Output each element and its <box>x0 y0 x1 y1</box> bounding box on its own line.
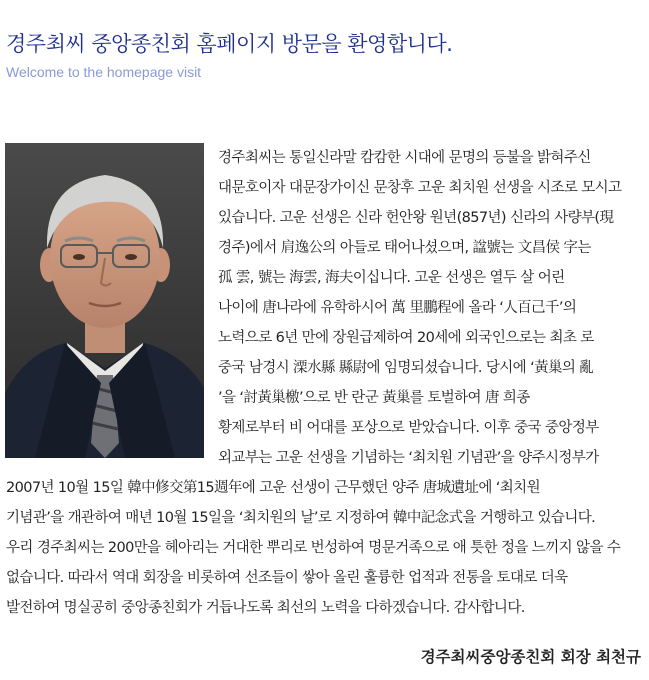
greeting-line: 경주최씨는 통일신라말 캄캄한 시대에 문명의 등불을 밝혀주신 <box>218 150 591 166</box>
greeting-line: 있습니다. 고운 선생은 신라 헌안왕 원년(857년) 신라의 사량부(現 <box>218 210 614 226</box>
greeting-line: 2007년 10월 15일 韓中修交第15週年에 고운 선생이 근무했던 양주 唐城遺址에 ‘최치원 <box>6 480 540 496</box>
greeting-line: 황제로부터 비 어대를 포상으로 받았습니다. 이후 중국 중앙정부 <box>218 420 599 436</box>
greeting-text-column <box>218 143 644 473</box>
greeting-line: 노력으로 6년 만에 장원급제하여 20세에 외국인으로는 최초 로 <box>218 330 594 346</box>
greeting-line: 孤 雲, 號는 海雲, 海夫이십니다. 고운 선생은 열두 살 어린 <box>218 270 565 286</box>
greeting-line: 발전하여 명실공히 중앙종친회가 거듭나도록 최선의 노력을 다하겠습니다. 감사합니다. <box>6 600 525 616</box>
greeting-line: 외교부는 고운 선생을 기념하는 ‘최치원 기념관’을 양주시정부가 <box>218 450 599 466</box>
greeting-text-full-width <box>6 473 646 623</box>
greeting-line: 우리 경주최씨는 200만을 헤아리는 거대한 뿌리로 번성하여 명문거족으로 애 틋한 정을 느끼지 않을 수 <box>6 540 621 556</box>
greeting-line: 경주)에서 肩逸公의 아들로 태어나셨으며, 諡號는 文昌侯 字는 <box>218 240 591 256</box>
chairman-signature: 경주최씨중앙종친회 회장 최천규 <box>420 648 641 666</box>
greeting-line: 중국 남경시 溧水縣 縣尉에 임명되셨습니다. 당시에 ‘黃巢의 亂 <box>218 360 594 376</box>
greeting-line: ’을 ‘討黃巢檄’으로 반 란군 黃巢를 토벌하여 唐 희종 <box>218 390 530 406</box>
greeting-line: 기념관’을 개관하여 매년 10월 15일을 ‘최치원의 날’로 지정하여 韓中記念式을 거행하고 있습니다. <box>6 510 596 526</box>
greeting-line: 없습니다. 따라서 역대 회장을 비롯하여 선조들이 쌓아 올린 훌륭한 업적과 전통을 토대로 더욱 <box>6 570 568 586</box>
greeting-line: 대문호이자 대문장가이신 문창후 고운 최치원 선생을 시조로 모시고 <box>218 180 622 196</box>
greeting-line: 나이에 唐나라에 유학하시어 萬 里鵬程에 올라 ‘人百己千’의 <box>218 300 577 316</box>
page-subtitle: Welcome to the homepage visit <box>6 64 202 80</box>
chairman-portrait <box>5 143 204 458</box>
page-title: 경주최씨 중앙종친회 홈페이지 방문을 환영합니다. <box>6 32 453 56</box>
